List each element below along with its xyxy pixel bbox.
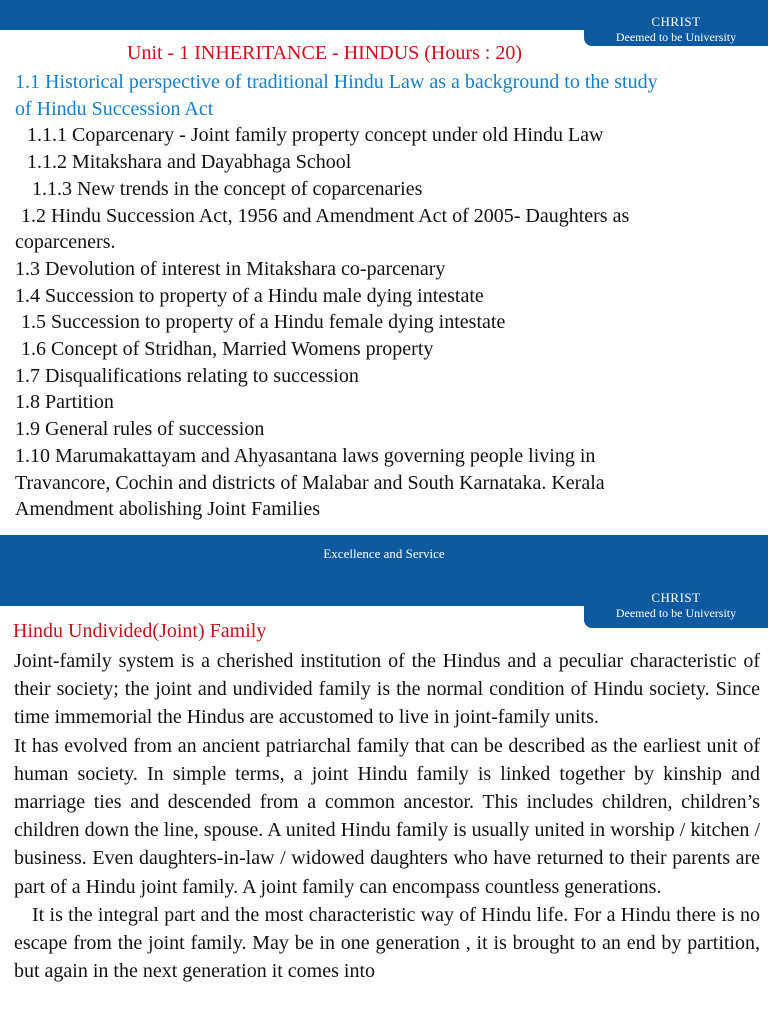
university-logo-tab <box>584 0 768 46</box>
section-heading: Hindu Undivided(Joint) Family <box>13 620 267 642</box>
body-text <box>14 647 760 985</box>
syllabus-line: 1.8 Partition <box>15 391 114 414</box>
syllabus-line: 1.4 Succession to property of a Hindu male dying intestate <box>15 284 484 307</box>
syllabus-line: 1.9 General rules of succession <box>15 418 265 441</box>
unit-title: Unit - 1 INHERITANCE - HINDUS (Hours : 20) <box>127 42 523 64</box>
university-name: CHRIST <box>651 590 701 605</box>
paragraph: It has evolved from an ancient patriarchal family that can be described as the earliest unit of human society. In simple terms, a joint Hindu family is linked together by kinship and marriage ties and descended from a common ancestor. This includes children, children’s children down the line, spouse. A united Hindu family is usually united in worship / kitchen / business. Even daughters-in-law / widowed daughters who have returned to their parents are part of a Hindu joint family. A joint family can encompass countless generations. <box>14 734 760 898</box>
syllabus-line: 1.6 Concept of Stridhan, Married Womens property <box>21 338 434 361</box>
footer-motto: Excellence and Service <box>323 546 445 561</box>
paragraph: Joint-family system is a cherished institution of the Hindus and a peculiar characteristic of their society; the joint and undivided family is the normal condition of Hindu society. Since time immemorial the Hindus are accustomed to live in joint-family units. <box>14 650 760 729</box>
syllabus-line: 1.2 Hindu Succession Act, 1956 and Amendment Act of 2005- Daughters as <box>21 204 630 227</box>
syllabus-line: 1.1 Historical perspective of traditional Hindu Law as a background to the study <box>15 71 658 93</box>
university-subtitle: Deemed to be University <box>615 605 737 620</box>
syllabus-line: Amendment abolishing Joint Families <box>15 498 320 521</box>
syllabus-line: 1.1.1 Coparcenary - Joint family property concept under old Hindu Law <box>27 124 604 147</box>
syllabus-line: of Hindu Succession Act <box>15 97 214 120</box>
university-logo-tab <box>584 582 768 628</box>
university-subtitle: Deemed to be University <box>615 29 737 44</box>
paragraph: It is the integral part and the most characteristic way of Hindu life. For a Hindu there is no escape from the joint family. May be in one generation , it is brought to an end by partition, but again in the next generation it comes into <box>14 903 760 983</box>
syllabus-line: 1.3 Devolution of interest in Mitakshara co-parcenary <box>15 257 446 280</box>
syllabus-line: 1.1.3 New trends in the concept of coparcenaries <box>32 177 423 200</box>
university-name: CHRIST <box>651 14 701 29</box>
syllabus-line: 1.1.2 Mitakshara and Dayabhaga School <box>27 151 352 174</box>
syllabus-line: 1.10 Marumakattayam and Ahyasantana laws governing people living in <box>15 444 596 467</box>
syllabus-list <box>15 69 755 523</box>
syllabus-line: 1.7 Disqualifications relating to succession <box>15 364 359 387</box>
syllabus-line: Travancore, Cochin and districts of Malabar and South Karnataka. Kerala <box>15 471 605 494</box>
slide-joint-family <box>0 582 768 1024</box>
syllabus-line: 1.5 Succession to property of a Hindu female dying intestate <box>21 311 506 334</box>
syllabus-line: coparceners. <box>15 231 116 254</box>
footer-bar <box>0 535 768 582</box>
